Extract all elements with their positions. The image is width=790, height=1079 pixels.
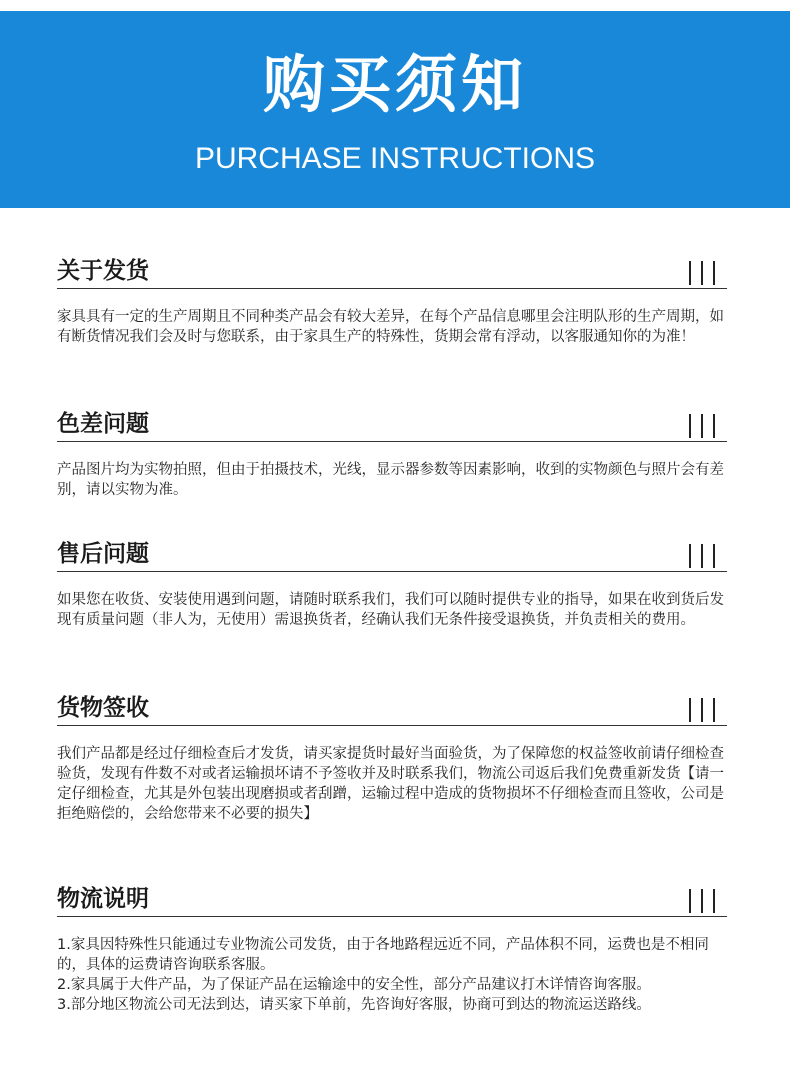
triple-bar-icon bbox=[689, 889, 715, 913]
section-header bbox=[57, 884, 727, 917]
triple-bar-icon bbox=[689, 544, 715, 568]
section-body bbox=[57, 307, 727, 347]
section-body bbox=[57, 744, 727, 824]
section-paragraph: 如果您在收货、安装使用遇到问题，请随时联系我们，我们可以随时提供专业的指导，如果在收到货后发现有质量问题（非人为，无使用）需退换货者，经确认我们无条件接受退换货，并负责相关的费用。 bbox=[57, 592, 724, 628]
section-paragraph: 我们产品都是经过仔细检查后才发货，请买家提货时最好当面验货，为了保障您的权益签收前请仔细检查验货，发现有件数不对或者运输损坏请不予签收并及时联系我们，物流公司返后我们免费重新发货【请一定仔细检查，尤其是外包装出现磨损或者刮蹭，运输过程中造成的货物损坏不仔细检查而且签收，公司是拒绝赔偿的，会给您带来不必要的损失】 bbox=[57, 746, 724, 822]
section-title: 货物签收 bbox=[57, 695, 149, 721]
section-body bbox=[57, 590, 727, 630]
logistics-item: 2.家具属于大件产品，为了保证产品在运输途中的安全性，部分产品建议打木详情咨询客服。 bbox=[57, 977, 651, 993]
logistics-item: 3.部分地区物流公司无法到达，请买家下单前，先咨询好客服，协商可到达的物流运送路线。 bbox=[57, 997, 651, 1013]
triple-bar-icon bbox=[689, 698, 715, 722]
section-after-sales bbox=[57, 539, 727, 630]
section-body bbox=[57, 460, 727, 500]
triple-bar-icon bbox=[689, 261, 715, 285]
header-banner bbox=[0, 11, 790, 208]
logistics-item: 1.家具因特殊性只能通过专业物流公司发货，由于各地路程远近不同，产品体积不同，运费也是不相同的，具体的运费请咨询联系客服。 bbox=[57, 937, 709, 973]
section-title: 色差问题 bbox=[57, 411, 149, 437]
section-title: 关于发货 bbox=[57, 258, 149, 284]
page-subtitle: PURCHASE INSTRUCTIONS bbox=[194, 142, 596, 175]
section-logistics bbox=[57, 884, 727, 1015]
section-title: 售后问题 bbox=[57, 541, 149, 567]
section-header bbox=[57, 409, 727, 442]
section-header bbox=[57, 539, 727, 572]
section-header bbox=[57, 256, 727, 289]
section-header bbox=[57, 693, 727, 726]
page-title: 购买须知 bbox=[262, 48, 527, 121]
section-goods-receipt bbox=[57, 693, 727, 824]
section-paragraph: 产品图片均为实物拍照，但由于拍摄技术，光线，显示器参数等因素影响，收到的实物颜色与照片会有差别，请以实物为准。 bbox=[57, 462, 724, 498]
section-shipping bbox=[57, 256, 727, 347]
section-paragraph: 家具具有一定的生产周期且不同种类产品会有较大差异，在每个产品信息哪里会注明队形的生产周期，如有断货情况我们会及时与您联系，由于家具生产的特殊性，货期会常有浮动，以客服通知你的为准！ bbox=[57, 309, 724, 345]
section-body bbox=[57, 935, 727, 1015]
triple-bar-icon bbox=[689, 414, 715, 438]
section-color-difference bbox=[57, 409, 727, 500]
section-title: 物流说明 bbox=[57, 886, 149, 912]
